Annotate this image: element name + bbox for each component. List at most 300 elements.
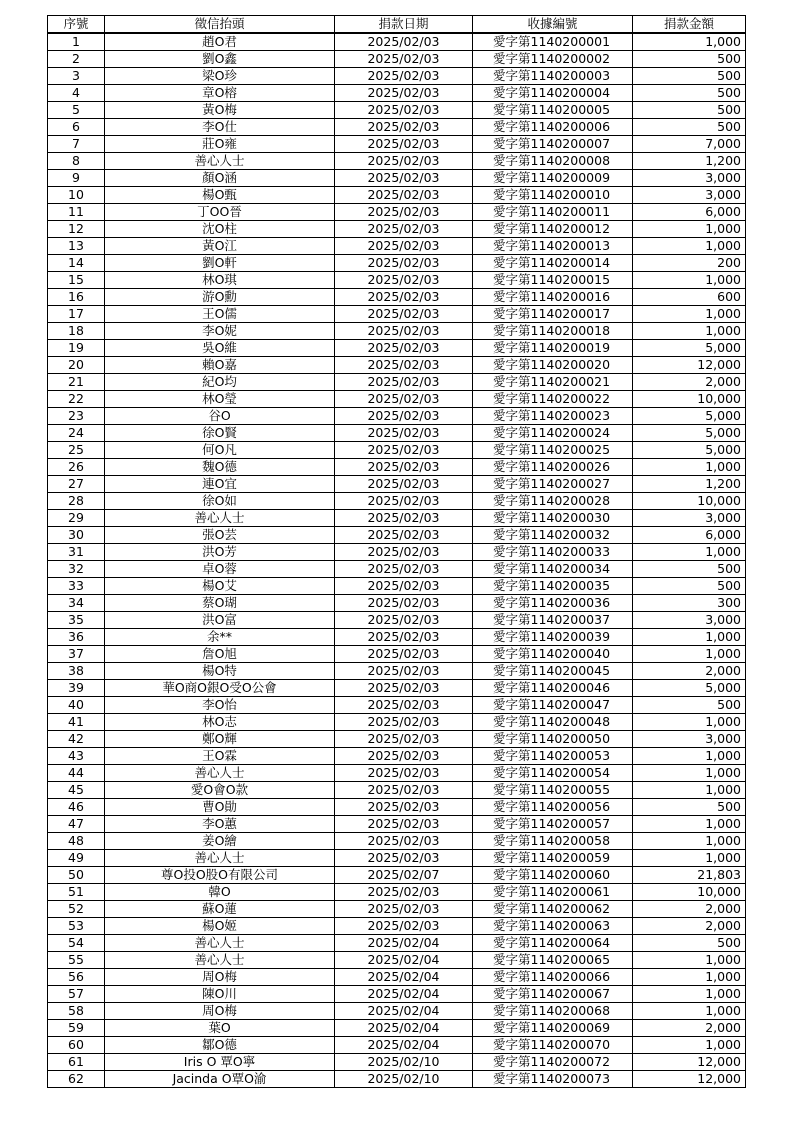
cell-serial-number: 36 bbox=[48, 629, 105, 646]
cell-serial-number: 5 bbox=[48, 102, 105, 119]
table-row bbox=[48, 765, 746, 782]
cell-serial-number: 18 bbox=[48, 323, 105, 340]
cell-receipt-number: 愛字第1140200062 bbox=[473, 901, 633, 918]
cell-donor-title: 李O妮 bbox=[105, 323, 335, 340]
cell-donation-date: 2025/02/03 bbox=[335, 187, 473, 204]
cell-donation-date: 2025/02/03 bbox=[335, 595, 473, 612]
cell-donation-date: 2025/02/03 bbox=[335, 561, 473, 578]
cell-donation-amount: 1,000 bbox=[633, 714, 746, 731]
cell-donation-date: 2025/02/03 bbox=[335, 646, 473, 663]
cell-donation-amount: 2,000 bbox=[633, 663, 746, 680]
cell-serial-number: 15 bbox=[48, 272, 105, 289]
cell-donor-title: Jacinda O覃O渝 bbox=[105, 1071, 335, 1088]
cell-donor-title: 林O瑩 bbox=[105, 391, 335, 408]
cell-donation-date: 2025/02/03 bbox=[335, 714, 473, 731]
cell-donor-title: 楊O特 bbox=[105, 663, 335, 680]
cell-donation-amount: 600 bbox=[633, 289, 746, 306]
cell-donation-amount: 12,000 bbox=[633, 1071, 746, 1088]
cell-serial-number: 21 bbox=[48, 374, 105, 391]
cell-donation-date: 2025/02/03 bbox=[335, 765, 473, 782]
cell-donor-title: 紀O均 bbox=[105, 374, 335, 391]
cell-donor-title: 李O仕 bbox=[105, 119, 335, 136]
cell-donation-amount: 7,000 bbox=[633, 136, 746, 153]
cell-serial-number: 47 bbox=[48, 816, 105, 833]
table-row bbox=[48, 799, 746, 816]
cell-receipt-number: 愛字第1140200032 bbox=[473, 527, 633, 544]
cell-receipt-number: 愛字第1140200063 bbox=[473, 918, 633, 935]
cell-donation-amount: 5,000 bbox=[633, 340, 746, 357]
cell-serial-number: 53 bbox=[48, 918, 105, 935]
cell-receipt-number: 愛字第1140200033 bbox=[473, 544, 633, 561]
cell-receipt-number: 愛字第1140200068 bbox=[473, 1003, 633, 1020]
cell-receipt-number: 愛字第1140200008 bbox=[473, 153, 633, 170]
cell-donation-amount: 1,000 bbox=[633, 986, 746, 1003]
cell-donation-amount: 5,000 bbox=[633, 680, 746, 697]
cell-donor-title: 善心人士 bbox=[105, 935, 335, 952]
cell-donation-date: 2025/02/04 bbox=[335, 1037, 473, 1054]
table-row bbox=[48, 340, 746, 357]
cell-donor-title: 李O怡 bbox=[105, 697, 335, 714]
cell-donor-title: 愛O會O款 bbox=[105, 782, 335, 799]
cell-donor-title: 韓O bbox=[105, 884, 335, 901]
cell-serial-number: 22 bbox=[48, 391, 105, 408]
table-row bbox=[48, 816, 746, 833]
cell-serial-number: 20 bbox=[48, 357, 105, 374]
cell-serial-number: 46 bbox=[48, 799, 105, 816]
table-row bbox=[48, 323, 746, 340]
table-row bbox=[48, 748, 746, 765]
cell-receipt-number: 愛字第1140200045 bbox=[473, 663, 633, 680]
cell-serial-number: 51 bbox=[48, 884, 105, 901]
cell-donation-amount: 12,000 bbox=[633, 1054, 746, 1071]
header-donation-date: 捐款日期 bbox=[335, 16, 473, 34]
cell-receipt-number: 愛字第1140200056 bbox=[473, 799, 633, 816]
cell-donor-title: 徐O如 bbox=[105, 493, 335, 510]
cell-donation-amount: 500 bbox=[633, 799, 746, 816]
cell-donation-amount: 10,000 bbox=[633, 884, 746, 901]
table-row bbox=[48, 289, 746, 306]
table-row bbox=[48, 493, 746, 510]
cell-donor-title: 善心人士 bbox=[105, 850, 335, 867]
cell-receipt-number: 愛字第1140200046 bbox=[473, 680, 633, 697]
table-row bbox=[48, 612, 746, 629]
cell-donation-amount: 3,000 bbox=[633, 170, 746, 187]
cell-receipt-number: 愛字第1140200015 bbox=[473, 272, 633, 289]
cell-serial-number: 4 bbox=[48, 85, 105, 102]
cell-donor-title: 丁OO晉 bbox=[105, 204, 335, 221]
cell-serial-number: 30 bbox=[48, 527, 105, 544]
cell-donation-date: 2025/02/03 bbox=[335, 544, 473, 561]
cell-donation-date: 2025/02/03 bbox=[335, 272, 473, 289]
cell-donation-date: 2025/02/03 bbox=[335, 323, 473, 340]
cell-donor-title: 游O勳 bbox=[105, 289, 335, 306]
table-row bbox=[48, 969, 746, 986]
table-row bbox=[48, 561, 746, 578]
table-row bbox=[48, 119, 746, 136]
table-row bbox=[48, 136, 746, 153]
cell-receipt-number: 愛字第1140200014 bbox=[473, 255, 633, 272]
table-row bbox=[48, 391, 746, 408]
cell-serial-number: 49 bbox=[48, 850, 105, 867]
table-row bbox=[48, 697, 746, 714]
cell-donation-amount: 1,000 bbox=[633, 952, 746, 969]
cell-donation-amount: 6,000 bbox=[633, 527, 746, 544]
cell-donation-amount: 12,000 bbox=[633, 357, 746, 374]
table-row bbox=[48, 646, 746, 663]
cell-donation-amount: 500 bbox=[633, 68, 746, 85]
cell-receipt-number: 愛字第1140200024 bbox=[473, 425, 633, 442]
cell-receipt-number: 愛字第1140200069 bbox=[473, 1020, 633, 1037]
cell-donor-title: 劉O鑫 bbox=[105, 51, 335, 68]
cell-donation-date: 2025/02/03 bbox=[335, 578, 473, 595]
table-row bbox=[48, 153, 746, 170]
cell-donor-title: 楊O姬 bbox=[105, 918, 335, 935]
cell-donation-amount: 1,200 bbox=[633, 476, 746, 493]
cell-donation-amount: 3,000 bbox=[633, 187, 746, 204]
cell-donor-title: 葉O bbox=[105, 1020, 335, 1037]
table-row bbox=[48, 935, 746, 952]
cell-donation-amount: 2,000 bbox=[633, 374, 746, 391]
cell-serial-number: 12 bbox=[48, 221, 105, 238]
cell-serial-number: 16 bbox=[48, 289, 105, 306]
table-row bbox=[48, 357, 746, 374]
cell-donation-amount: 1,000 bbox=[633, 459, 746, 476]
cell-donor-title: 鄭O輝 bbox=[105, 731, 335, 748]
cell-donation-amount: 1,000 bbox=[633, 221, 746, 238]
cell-donor-title: 徐O賢 bbox=[105, 425, 335, 442]
table-header bbox=[48, 16, 746, 34]
cell-donor-title: 尊O投O股O有限公司 bbox=[105, 867, 335, 884]
cell-donation-amount: 1,000 bbox=[633, 629, 746, 646]
cell-donor-title: 余** bbox=[105, 629, 335, 646]
table-row bbox=[48, 1020, 746, 1037]
cell-donation-amount: 1,000 bbox=[633, 782, 746, 799]
cell-donation-date: 2025/02/03 bbox=[335, 85, 473, 102]
cell-serial-number: 60 bbox=[48, 1037, 105, 1054]
cell-receipt-number: 愛字第1140200067 bbox=[473, 986, 633, 1003]
header-donation-amount: 捐款金額 bbox=[633, 16, 746, 34]
cell-receipt-number: 愛字第1140200034 bbox=[473, 561, 633, 578]
table-row bbox=[48, 33, 746, 51]
cell-serial-number: 50 bbox=[48, 867, 105, 884]
cell-serial-number: 26 bbox=[48, 459, 105, 476]
cell-donation-amount: 1,000 bbox=[633, 850, 746, 867]
cell-donation-date: 2025/02/03 bbox=[335, 374, 473, 391]
cell-donor-title: 周O梅 bbox=[105, 1003, 335, 1020]
cell-donor-title: 華O商O銀O受O公會 bbox=[105, 680, 335, 697]
cell-donation-amount: 6,000 bbox=[633, 204, 746, 221]
cell-donation-date: 2025/02/04 bbox=[335, 1003, 473, 1020]
cell-receipt-number: 愛字第1140200057 bbox=[473, 816, 633, 833]
cell-donor-title: Iris O 覃O寧 bbox=[105, 1054, 335, 1071]
cell-donor-title: 周O梅 bbox=[105, 969, 335, 986]
cell-receipt-number: 愛字第1140200055 bbox=[473, 782, 633, 799]
cell-donor-title: 洪O富 bbox=[105, 612, 335, 629]
cell-serial-number: 6 bbox=[48, 119, 105, 136]
cell-serial-number: 1 bbox=[48, 33, 105, 51]
cell-receipt-number: 愛字第1140200028 bbox=[473, 493, 633, 510]
cell-serial-number: 32 bbox=[48, 561, 105, 578]
cell-receipt-number: 愛字第1140200037 bbox=[473, 612, 633, 629]
cell-receipt-number: 愛字第1140200002 bbox=[473, 51, 633, 68]
cell-donation-amount: 21,803 bbox=[633, 867, 746, 884]
cell-donation-date: 2025/02/03 bbox=[335, 680, 473, 697]
cell-donor-title: 劉O軒 bbox=[105, 255, 335, 272]
cell-donation-date: 2025/02/04 bbox=[335, 1020, 473, 1037]
cell-donation-date: 2025/02/03 bbox=[335, 340, 473, 357]
table-row bbox=[48, 102, 746, 119]
cell-donation-date: 2025/02/03 bbox=[335, 33, 473, 51]
cell-donor-title: 魏O德 bbox=[105, 459, 335, 476]
cell-receipt-number: 愛字第1140200036 bbox=[473, 595, 633, 612]
cell-serial-number: 24 bbox=[48, 425, 105, 442]
cell-receipt-number: 愛字第1140200060 bbox=[473, 867, 633, 884]
cell-donor-title: 楊O甄 bbox=[105, 187, 335, 204]
cell-receipt-number: 愛字第1140200017 bbox=[473, 306, 633, 323]
cell-donation-amount: 3,000 bbox=[633, 510, 746, 527]
cell-serial-number: 58 bbox=[48, 1003, 105, 1020]
cell-donation-date: 2025/02/03 bbox=[335, 68, 473, 85]
cell-donation-date: 2025/02/03 bbox=[335, 306, 473, 323]
cell-receipt-number: 愛字第1140200073 bbox=[473, 1071, 633, 1088]
cell-serial-number: 54 bbox=[48, 935, 105, 952]
cell-donation-date: 2025/02/03 bbox=[335, 493, 473, 510]
cell-donor-title: 谷O bbox=[105, 408, 335, 425]
cell-receipt-number: 愛字第1140200004 bbox=[473, 85, 633, 102]
cell-serial-number: 33 bbox=[48, 578, 105, 595]
cell-donation-date: 2025/02/03 bbox=[335, 833, 473, 850]
cell-receipt-number: 愛字第1140200011 bbox=[473, 204, 633, 221]
cell-serial-number: 17 bbox=[48, 306, 105, 323]
cell-receipt-number: 愛字第1140200066 bbox=[473, 969, 633, 986]
cell-receipt-number: 愛字第1140200021 bbox=[473, 374, 633, 391]
cell-donation-amount: 1,000 bbox=[633, 238, 746, 255]
cell-donation-amount: 1,000 bbox=[633, 272, 746, 289]
table-row bbox=[48, 782, 746, 799]
header-receipt-number: 收據編號 bbox=[473, 16, 633, 34]
cell-donation-amount: 1,000 bbox=[633, 969, 746, 986]
cell-serial-number: 23 bbox=[48, 408, 105, 425]
table-row bbox=[48, 595, 746, 612]
cell-serial-number: 41 bbox=[48, 714, 105, 731]
cell-donor-title: 鄒O德 bbox=[105, 1037, 335, 1054]
cell-donor-title: 卓O蓉 bbox=[105, 561, 335, 578]
cell-donation-amount: 500 bbox=[633, 119, 746, 136]
table-row bbox=[48, 986, 746, 1003]
cell-donation-date: 2025/02/03 bbox=[335, 289, 473, 306]
cell-receipt-number: 愛字第1140200020 bbox=[473, 357, 633, 374]
cell-receipt-number: 愛字第1140200050 bbox=[473, 731, 633, 748]
table-row bbox=[48, 714, 746, 731]
cell-donation-amount: 1,000 bbox=[633, 323, 746, 340]
cell-donation-date: 2025/02/03 bbox=[335, 731, 473, 748]
cell-serial-number: 11 bbox=[48, 204, 105, 221]
cell-receipt-number: 愛字第1140200048 bbox=[473, 714, 633, 731]
table-row bbox=[48, 1054, 746, 1071]
cell-donation-date: 2025/02/03 bbox=[335, 663, 473, 680]
header-donor-title: 徵信抬頭 bbox=[105, 16, 335, 34]
cell-donor-title: 林O琪 bbox=[105, 272, 335, 289]
cell-donation-date: 2025/02/04 bbox=[335, 952, 473, 969]
cell-serial-number: 42 bbox=[48, 731, 105, 748]
cell-donation-amount: 1,000 bbox=[633, 306, 746, 323]
cell-donor-title: 梁O珍 bbox=[105, 68, 335, 85]
table-row bbox=[48, 459, 746, 476]
cell-donation-date: 2025/02/03 bbox=[335, 153, 473, 170]
cell-donor-title: 顏O涵 bbox=[105, 170, 335, 187]
cell-donation-amount: 2,000 bbox=[633, 901, 746, 918]
cell-receipt-number: 愛字第1140200013 bbox=[473, 238, 633, 255]
table-row bbox=[48, 187, 746, 204]
cell-donation-amount: 500 bbox=[633, 85, 746, 102]
cell-donor-title: 詹O旭 bbox=[105, 646, 335, 663]
cell-serial-number: 56 bbox=[48, 969, 105, 986]
cell-donation-date: 2025/02/04 bbox=[335, 986, 473, 1003]
cell-serial-number: 7 bbox=[48, 136, 105, 153]
cell-serial-number: 13 bbox=[48, 238, 105, 255]
cell-receipt-number: 愛字第1140200059 bbox=[473, 850, 633, 867]
cell-receipt-number: 愛字第1140200026 bbox=[473, 459, 633, 476]
cell-donation-date: 2025/02/03 bbox=[335, 612, 473, 629]
cell-donor-title: 莊O雍 bbox=[105, 136, 335, 153]
cell-receipt-number: 愛字第1140200035 bbox=[473, 578, 633, 595]
table-row bbox=[48, 1071, 746, 1088]
table-row bbox=[48, 476, 746, 493]
cell-serial-number: 2 bbox=[48, 51, 105, 68]
cell-donor-title: 善心人士 bbox=[105, 952, 335, 969]
cell-receipt-number: 愛字第1140200064 bbox=[473, 935, 633, 952]
cell-donation-date: 2025/02/03 bbox=[335, 799, 473, 816]
cell-donor-title: 蔡O瑚 bbox=[105, 595, 335, 612]
cell-donation-amount: 500 bbox=[633, 561, 746, 578]
table-row bbox=[48, 680, 746, 697]
cell-donor-title: 善心人士 bbox=[105, 153, 335, 170]
cell-donation-date: 2025/02/10 bbox=[335, 1054, 473, 1071]
cell-donor-title: 蘇O蓮 bbox=[105, 901, 335, 918]
cell-serial-number: 14 bbox=[48, 255, 105, 272]
cell-receipt-number: 愛字第1140200027 bbox=[473, 476, 633, 493]
cell-donation-amount: 500 bbox=[633, 51, 746, 68]
cell-donation-date: 2025/02/04 bbox=[335, 969, 473, 986]
table-row bbox=[48, 544, 746, 561]
cell-donor-title: 沈O柱 bbox=[105, 221, 335, 238]
table-row bbox=[48, 442, 746, 459]
cell-serial-number: 27 bbox=[48, 476, 105, 493]
cell-donation-date: 2025/02/03 bbox=[335, 510, 473, 527]
table-body bbox=[48, 33, 746, 1088]
table-row bbox=[48, 272, 746, 289]
cell-donation-amount: 1,000 bbox=[633, 765, 746, 782]
cell-receipt-number: 愛字第1140200023 bbox=[473, 408, 633, 425]
header-serial-number: 序號 bbox=[48, 16, 105, 34]
table-row bbox=[48, 374, 746, 391]
cell-donation-date: 2025/02/03 bbox=[335, 425, 473, 442]
cell-serial-number: 59 bbox=[48, 1020, 105, 1037]
cell-donor-title: 李O蕙 bbox=[105, 816, 335, 833]
cell-donation-date: 2025/02/03 bbox=[335, 119, 473, 136]
cell-donation-amount: 1,200 bbox=[633, 153, 746, 170]
cell-donation-amount: 500 bbox=[633, 697, 746, 714]
cell-receipt-number: 愛字第1140200019 bbox=[473, 340, 633, 357]
cell-donation-date: 2025/02/03 bbox=[335, 918, 473, 935]
cell-donation-amount: 500 bbox=[633, 935, 746, 952]
cell-donor-title: 洪O芳 bbox=[105, 544, 335, 561]
cell-donation-amount: 1,000 bbox=[633, 544, 746, 561]
cell-donor-title: 吳O維 bbox=[105, 340, 335, 357]
cell-donor-title: 曹O勛 bbox=[105, 799, 335, 816]
cell-donor-title: 王O霖 bbox=[105, 748, 335, 765]
cell-serial-number: 35 bbox=[48, 612, 105, 629]
header-row bbox=[48, 16, 746, 34]
cell-receipt-number: 愛字第1140200005 bbox=[473, 102, 633, 119]
cell-receipt-number: 愛字第1140200010 bbox=[473, 187, 633, 204]
cell-serial-number: 28 bbox=[48, 493, 105, 510]
cell-donation-amount: 2,000 bbox=[633, 1020, 746, 1037]
cell-donor-title: 善心人士 bbox=[105, 765, 335, 782]
table-row bbox=[48, 867, 746, 884]
table-row bbox=[48, 527, 746, 544]
table-row bbox=[48, 850, 746, 867]
cell-receipt-number: 愛字第1140200054 bbox=[473, 765, 633, 782]
cell-donation-date: 2025/02/03 bbox=[335, 527, 473, 544]
table-row bbox=[48, 255, 746, 272]
cell-serial-number: 57 bbox=[48, 986, 105, 1003]
table-row bbox=[48, 918, 746, 935]
table-row bbox=[48, 901, 746, 918]
table-row bbox=[48, 731, 746, 748]
cell-receipt-number: 愛字第1140200040 bbox=[473, 646, 633, 663]
cell-receipt-number: 愛字第1140200039 bbox=[473, 629, 633, 646]
cell-donor-title: 林O志 bbox=[105, 714, 335, 731]
cell-serial-number: 19 bbox=[48, 340, 105, 357]
cell-receipt-number: 愛字第1140200058 bbox=[473, 833, 633, 850]
cell-receipt-number: 愛字第1140200016 bbox=[473, 289, 633, 306]
cell-donation-date: 2025/02/03 bbox=[335, 748, 473, 765]
table-row bbox=[48, 408, 746, 425]
cell-donor-title: 楊O艾 bbox=[105, 578, 335, 595]
table-row bbox=[48, 833, 746, 850]
cell-donation-amount: 10,000 bbox=[633, 391, 746, 408]
cell-donation-amount: 500 bbox=[633, 578, 746, 595]
cell-receipt-number: 愛字第1140200007 bbox=[473, 136, 633, 153]
cell-serial-number: 37 bbox=[48, 646, 105, 663]
cell-donation-date: 2025/02/10 bbox=[335, 1071, 473, 1088]
cell-serial-number: 61 bbox=[48, 1054, 105, 1071]
cell-donation-date: 2025/02/03 bbox=[335, 204, 473, 221]
cell-donation-amount: 5,000 bbox=[633, 408, 746, 425]
cell-serial-number: 55 bbox=[48, 952, 105, 969]
cell-donation-amount: 1,000 bbox=[633, 646, 746, 663]
cell-donation-date: 2025/02/03 bbox=[335, 221, 473, 238]
table-row bbox=[48, 1003, 746, 1020]
cell-donation-date: 2025/02/03 bbox=[335, 629, 473, 646]
cell-donation-date: 2025/02/03 bbox=[335, 901, 473, 918]
cell-donation-amount: 1,000 bbox=[633, 833, 746, 850]
table-row bbox=[48, 306, 746, 323]
cell-donation-date: 2025/02/03 bbox=[335, 782, 473, 799]
cell-serial-number: 40 bbox=[48, 697, 105, 714]
cell-donation-amount: 200 bbox=[633, 255, 746, 272]
table-row bbox=[48, 952, 746, 969]
donation-table bbox=[47, 15, 746, 1088]
cell-serial-number: 3 bbox=[48, 68, 105, 85]
table-row bbox=[48, 204, 746, 221]
cell-donation-amount: 1,000 bbox=[633, 1037, 746, 1054]
cell-receipt-number: 愛字第1140200003 bbox=[473, 68, 633, 85]
cell-donor-title: 何O凡 bbox=[105, 442, 335, 459]
table-row bbox=[48, 425, 746, 442]
cell-donation-date: 2025/02/03 bbox=[335, 850, 473, 867]
